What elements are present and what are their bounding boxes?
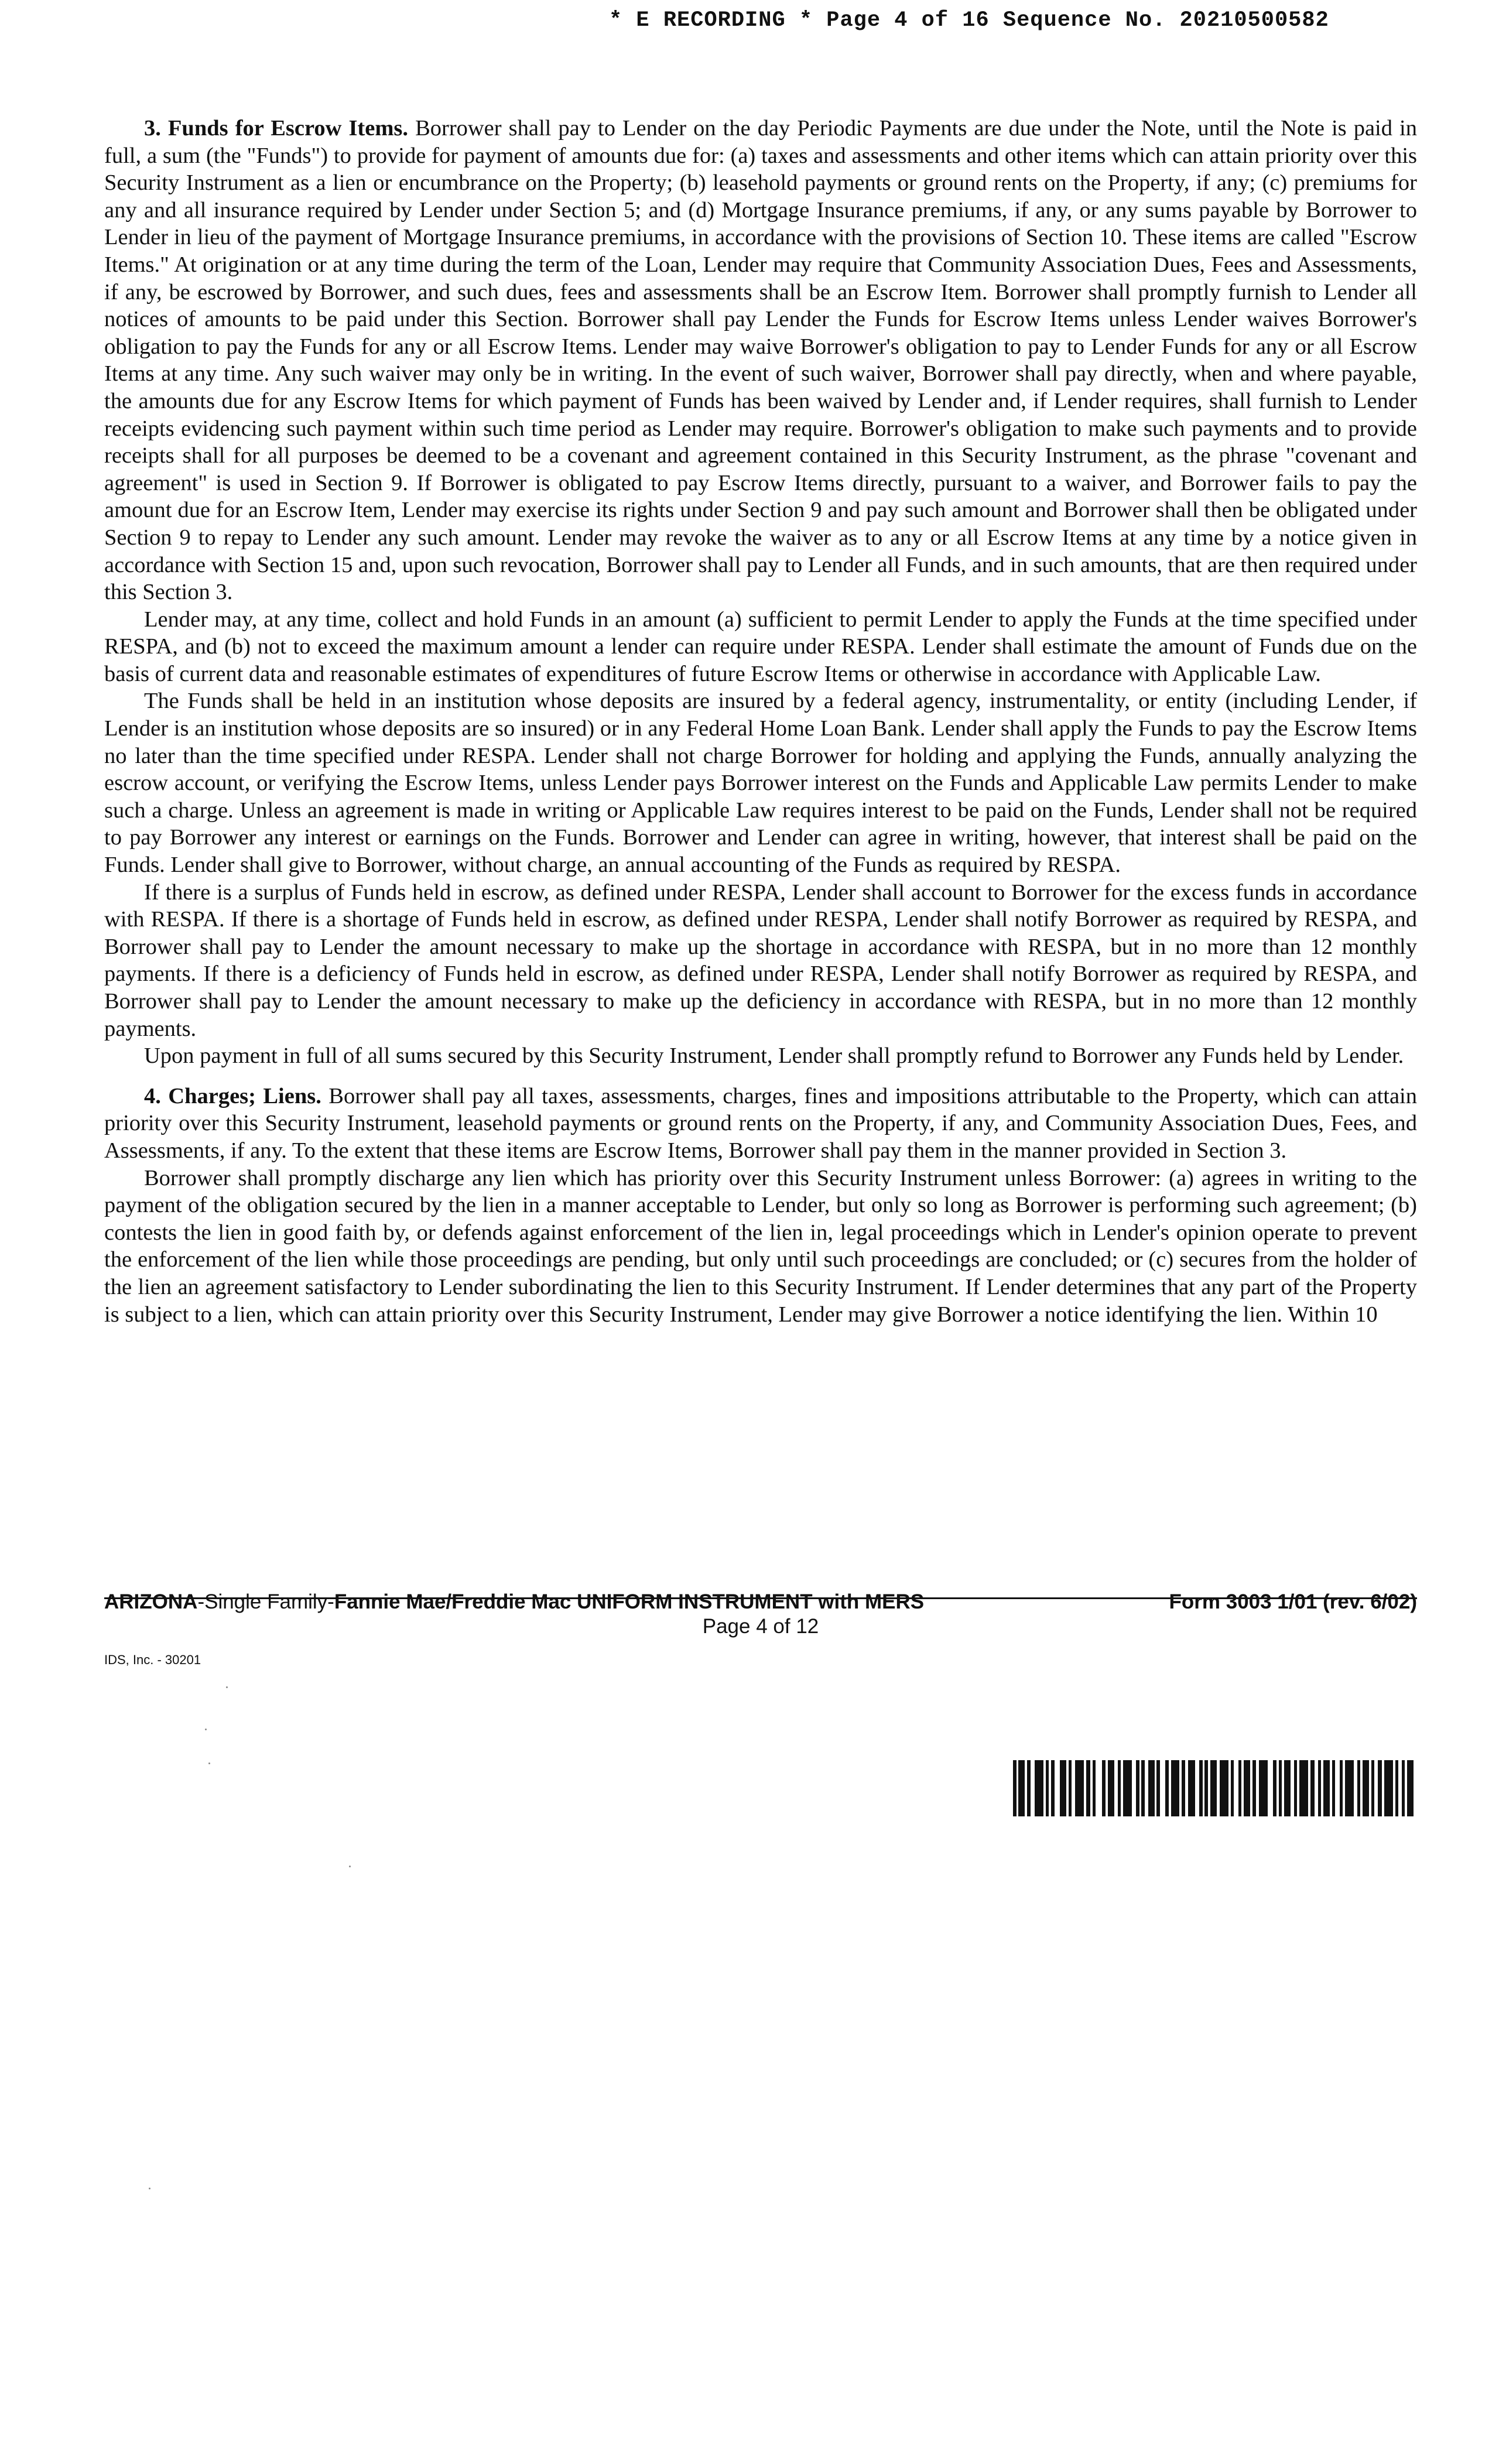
barcode (1013, 1760, 1417, 1816)
barcode-bar (1378, 1760, 1382, 1816)
scan-speck (149, 2188, 150, 2189)
footer-form-title (104, 1590, 924, 1614)
section-4-title: 4. Charges; Liens. (144, 1083, 321, 1108)
barcode-gap (1234, 1760, 1238, 1816)
scan-speck (205, 1729, 207, 1730)
section-3-paragraph-5: Upon payment in full of all sums secured by this Security Instrument, Lender shall promptly refund to Borrower any Funds held by Lender. (144, 1043, 1404, 1069)
barcode-gap (1031, 1760, 1035, 1816)
barcode-gap (1132, 1760, 1136, 1816)
barcode-gap (1335, 1760, 1339, 1816)
barcode-bar (1259, 1760, 1268, 1816)
section-3-paragraph-3: The Funds shall be held in an institution whose deposits are insured by a federal agency, instrumentality, or entity (including Lender, if Lender is an institution whose deposits are so insured) or in any Federal Home Loan Bank. Lender shall apply the Funds to pay the Escrow Items no later than the time specified under RESPA. Lender shall not charge Borrower for holding and applying the Funds, annually analyzing the escrow account, or verifying the Escrow Items, unless Lender pays Borrower interest on the Funds and Applicable Law permits Lender to make such a charge. Unless an agreement is made in writing or Applicable Law requires interest to be paid on the Funds, Lender shall not be required to pay Borrower any interest or earnings on the Funds. Borrower and Lender can agree in writing, however, that interest shall be paid on the Funds. Lender shall give to Borrower, without charge, an annual accounting of the Funds as required by RESPA. (104, 689, 1417, 878)
recording-header: * E RECORDING * Page 4 of 16 Sequence No. 20210500582 (609, 8, 1329, 33)
barcode-bar (1108, 1760, 1114, 1816)
section-4-paragraph-1 (104, 1083, 1417, 1165)
barcode-bar (1363, 1760, 1369, 1816)
barcode-bar (1086, 1760, 1090, 1816)
barcode-gap (1195, 1760, 1199, 1816)
barcode-bar (1244, 1760, 1250, 1816)
footer-vendor-code: IDS, Inc. - 30201 (104, 1652, 201, 1667)
scan-speck (349, 1866, 351, 1867)
footer-instrument: Fannie Mae/Freddie Mac UNIFORM INSTRUMENT with MERS (334, 1590, 925, 1613)
footer-form-line (104, 1590, 1417, 1614)
barcode-bar (1171, 1760, 1180, 1816)
section-4-paragraph-2: Borrower shall promptly discharge any lien which has priority over this Security Instrument unless Borrower: (a) agrees in writing to the payment of the obligation secured by the lien in a manner acceptable to Lender, but only so long as Borrower is performing such agreement; (b) contests the lien in good faith by, or defends against enforcement of the lien in, legal proceedings which in Lender's opinion operate to prevent the enforcement of the lien while those proceedings are pending, but only until such proceedings are concluded; or (c) secures from the holder of the lien an agreement satisfactory to Lender subordinating the lien to this Security Instrument. If Lender determines that any part of the Property is subject to a lien, which can attain priority over this Security Instrument, Lender may give Borrower a notice identifying the lien. Within 10 (104, 1165, 1417, 1327)
barcode-gap (1160, 1760, 1165, 1816)
section-3-text-1: Borrower shall pay to Lender on the day Periodic Payments are due under the Note, until the Note is paid in full, a sum (the "Funds") to provide for payment of amounts due for: (a) taxes and assessments and other items which can attain priority over this Security Instrument as a lien or encumbrance on the Property; (b) leasehold payments or ground rents on the Property, if any; (c) premiums for any and all insurance required by Lender under Section 5; and (d) Mortgage Insurance premiums, if any, or any sums payable by Borrower to Lender in lieu of the payment of Mortgage Insurance premiums, in accordance with the provisions of Section 10. These items are called "Escrow Items." At origination or at any time during the term of the Loan, Lender may require that Community Association Dues, Fees and Assessments, if any, be escrowed by Borrower, and such dues, fees and assessments shall be an Escrow Item. Borrower shall promptly furnish to Lender all notices of amounts to be paid under this Section. Borrower shall pay Lender the Funds for Escrow Items unless Lender waives Borrower's obligation to pay the Funds for any or all Escrow Items. Lender may waive Borrower's obligation to pay to Lender Funds for any or all Escrow Items at any time. Any such waiver may only be in writing. In the event of such waiver, Borrower shall pay directly, when and where payable, the amounts due for any Escrow Items for which payment of Funds has been waived by Lender and, if Lender requires, shall furnish to Lender receipts evidencing such payment within such time period as Lender may require. Borrower's obligation to make such payments and to provide receipts shall for all purposes be deemed to be a covenant and agreement contained in this Security Instrument, as the phrase "covenant and agreement" is used in Section 9. If Borrower is obligated to pay Escrow Items directly, pursuant to a waiver, and Borrower fails to pay the amount due for an Escrow Item, Lender may exercise its rights under Section 9 and pay such amount and Borrower shall then be obligated under Section 9 to repay to Lender any such amount. Lender may revoke the waiver as to any or all Escrow Items at any time by a notice given in accordance with Section 15 and, upon such revocation, Borrower shall pay to Lender all Funds, and in such amounts, that are then required under this Section 3. (104, 116, 1417, 605)
footer-page-number: Page 4 of 12 (702, 1615, 819, 1638)
barcode-bar (1284, 1760, 1291, 1816)
section-3-paragraph-2: Lender may, at any time, collect and hold Funds in an amount (a) sufficient to permit Lender to apply the Funds at the time specified under RESPA, and (b) not to exceed the maximum amount a lender can require under RESPA. Lender shall estimate the amount of Funds due on the basis of current data and reasonable estimates of expenditures of future Escrow Items or otherwise in accordance with Applicable Law. (104, 607, 1417, 686)
barcode-bar (1384, 1760, 1393, 1816)
barcode-gap (1096, 1760, 1102, 1816)
scan-speck (208, 1763, 210, 1764)
barcode-bar (1123, 1760, 1132, 1816)
barcode-bar (1220, 1760, 1228, 1816)
barcode-bar (1345, 1760, 1354, 1816)
footer-form-type: -Single Family- (197, 1590, 334, 1613)
barcode-bar (1148, 1760, 1155, 1816)
section-3-paragraph-1 (104, 115, 1417, 606)
footer-state: ARIZONA (104, 1590, 198, 1613)
barcode-bar (1188, 1760, 1195, 1816)
barcode-bar (1310, 1760, 1315, 1816)
document-body (104, 115, 1417, 1328)
barcode-bar (1018, 1760, 1025, 1816)
barcode-bar (1060, 1760, 1066, 1816)
section-4-text-1: Borrower shall pay all taxes, assessments, charges, fines and impositions attributable to the Property, which can attain priority over this Security Instrument, leasehold payments or ground rents on the Property, if any, and Community Association Dues, Fees, and Assessments, if any. To the extent that these items are Escrow Items, Borrower shall pay them in the manner provided in Section 3. (104, 1083, 1418, 1163)
footer-form-number: Form 3003 1/01 (rev. 6/02) (1169, 1590, 1417, 1613)
scan-speck (226, 1686, 228, 1688)
barcode-bar (1299, 1760, 1308, 1816)
barcode-bar (1035, 1760, 1043, 1816)
barcode-bar (1323, 1760, 1330, 1816)
barcode-bar (1210, 1760, 1217, 1816)
barcode-gap (1414, 1760, 1417, 1816)
barcode-gap (1055, 1760, 1060, 1816)
section-3-title: 3. Funds for Escrow Items. (144, 116, 409, 141)
barcode-bar (1407, 1760, 1414, 1816)
section-3-paragraph-4: If there is a surplus of Funds held in escrow, as defined under RESPA, Lender shall account to Borrower for the excess funds in accordance with RESPA. If there is a shortage of Funds held in escrow, as defined under RESPA, Lender shall notify Borrower as required by RESPA, and Borrower shall pay to Lender the amount necessary to make up the shortage in accordance with RESPA, but in no more than 12 monthly payments. If there is a deficiency of Funds held in escrow, as defined under RESPA, Lender shall notify Borrower as required by RESPA, and Borrower shall pay to Lender the amount necessary to make up the deficiency in accordance with RESPA, but in no more than 12 monthly payments. (104, 879, 1417, 1041)
barcode-bar (1075, 1760, 1084, 1816)
barcode-gap (1268, 1760, 1273, 1816)
